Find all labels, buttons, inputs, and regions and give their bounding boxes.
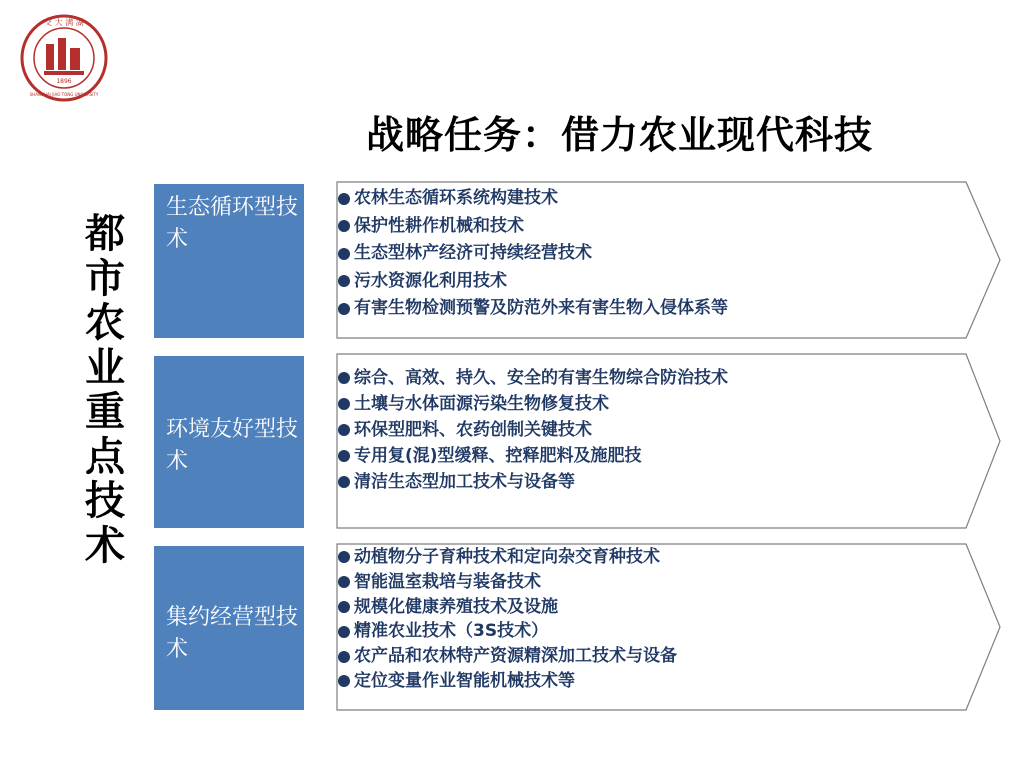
- bullet-dot-icon: [338, 275, 350, 287]
- side-title: 都市农业重点技术: [85, 211, 125, 569]
- bullet-dot-icon: [338, 193, 350, 205]
- bullet-dot-icon: [338, 398, 350, 410]
- bullet-dot-icon: [338, 601, 350, 613]
- bullet-list-1: [338, 185, 728, 323]
- slide-title: 战略任务：借力农业现代科技: [366, 113, 874, 157]
- list-item: 智能温室栽培与装备技术: [338, 570, 677, 595]
- list-item: 精准农业技术（3S技术）: [338, 619, 677, 644]
- bullet-dot-icon: [338, 303, 350, 315]
- bullet-dot-icon: [338, 372, 350, 384]
- list-item: 清洁生态型加工技术与设备等: [338, 469, 728, 495]
- list-item: 环保型肥料、农药创制关键技术: [338, 417, 728, 443]
- list-item: 动植物分子育种技术和定向杂交育种技术: [338, 545, 677, 570]
- logo-top-text: 交 大 满 湖: [44, 18, 84, 27]
- list-item: 规模化健康养殖技术及设施: [338, 595, 677, 620]
- bullet-dot-icon: [338, 675, 350, 687]
- list-item: 有害生物检测预警及防范外来有害生物入侵体系等: [338, 295, 728, 323]
- bullet-list-2: [338, 365, 728, 495]
- bullet-list-3: [338, 545, 677, 694]
- bullet-dot-icon: [338, 476, 350, 488]
- bullet-dot-icon: [338, 626, 350, 638]
- list-item: 专用复(混)型缓释、控释肥料及施肥技: [338, 443, 728, 469]
- university-logo: [20, 14, 108, 102]
- category-box-1: 生态循环型技术: [154, 184, 304, 338]
- bullet-dot-icon: [338, 248, 350, 260]
- category-box-2: 环境友好型技术: [154, 356, 304, 528]
- list-item: 综合、高效、持久、安全的有害生物综合防治技术: [338, 365, 728, 391]
- bullet-dot-icon: [338, 576, 350, 588]
- bullet-dot-icon: [338, 651, 350, 663]
- list-item: 污水资源化利用技术: [338, 268, 728, 296]
- category-box-3: 集约经营型技术: [154, 546, 304, 710]
- bullet-dot-icon: [338, 424, 350, 436]
- bullet-dot-icon: [338, 220, 350, 232]
- list-item: 生态型林产经济可持续经营技术: [338, 240, 728, 268]
- list-item: 农产品和农林特产资源精深加工技术与设备: [338, 644, 677, 669]
- list-item: 土壤与水体面源污染生物修复技术: [338, 391, 728, 417]
- logo-year: 1896: [56, 78, 72, 85]
- list-item: 农林生态循环系统构建技术: [338, 185, 728, 213]
- bullet-dot-icon: [338, 450, 350, 462]
- list-item: 定位变量作业智能机械技术等: [338, 669, 677, 694]
- logo-name: SHANGHAI JIAO TONG UNIVERSITY: [29, 92, 99, 97]
- list-item: 保护性耕作机械和技术: [338, 213, 728, 241]
- bullet-dot-icon: [338, 551, 350, 563]
